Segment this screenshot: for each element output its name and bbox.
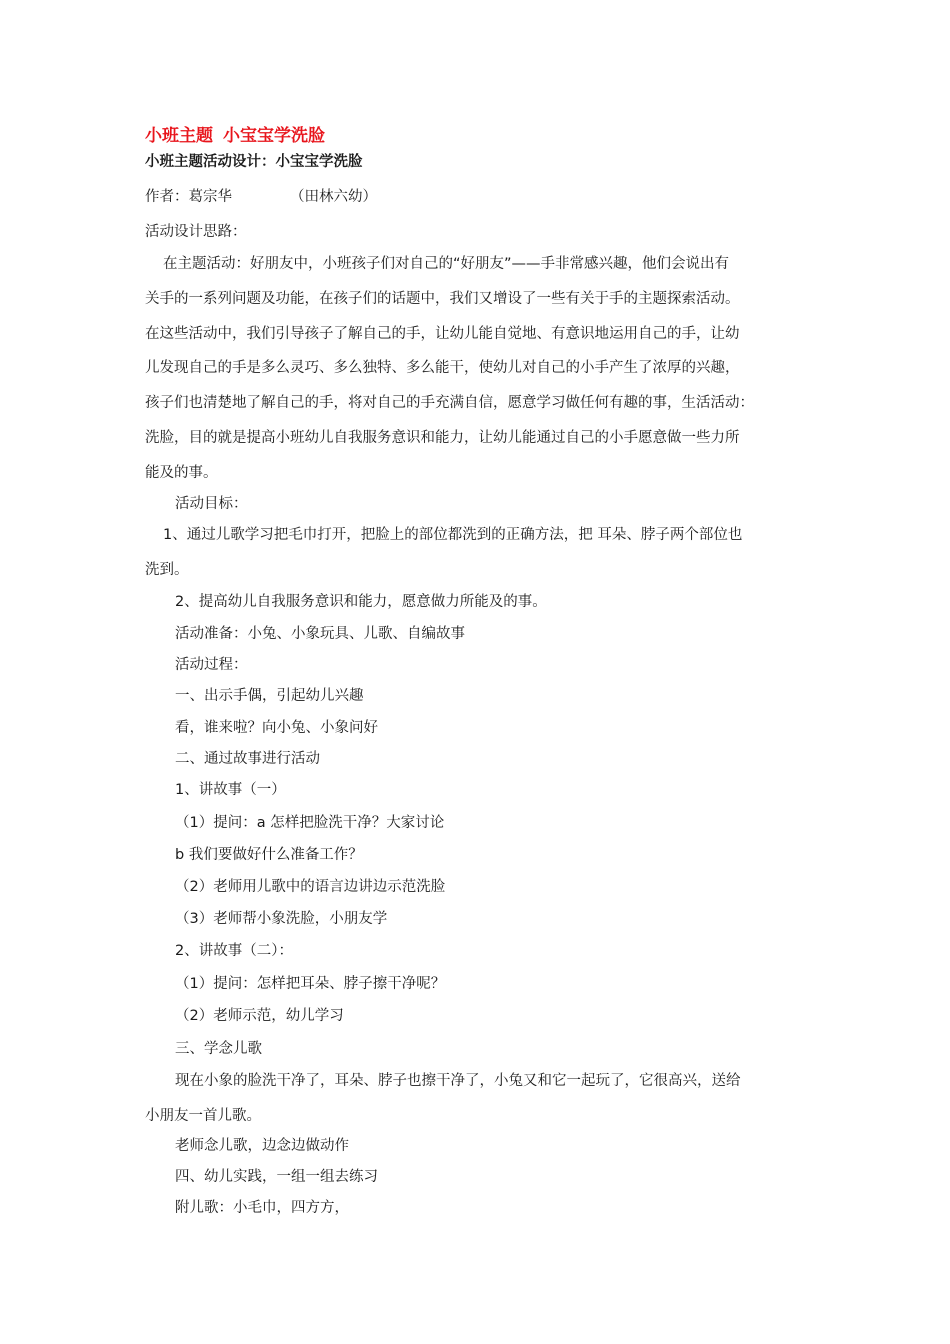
title-part-2: 小宝宝学洗脸	[223, 126, 325, 146]
step3-teacher: 老师念儿歌，边念边做动作	[175, 1138, 349, 1154]
para1-line-3: 在这些活动中，我们引导孩子了解自己的手，让幼儿能自觉地、有意识地运用自己的手，让幼	[145, 326, 740, 342]
story2-q1: （1）提问：怎样把耳朵、脖子擦干净呢？	[175, 976, 446, 992]
goal-label: 活动目标：	[175, 496, 248, 512]
prep: 活动准备：小兔、小象玩具、儿歌、自编故事	[175, 626, 465, 642]
story1-q1b: b 我们要做好什么准备工作？	[175, 847, 363, 863]
step4: 四、幼儿实践，一组一组去练习	[175, 1169, 378, 1185]
story2: 2、讲故事（二）：	[175, 943, 293, 959]
title-part-1: 小班主题	[145, 126, 213, 146]
para1-line-2: 关手的一系列问题及功能，在孩子们的话题中，我们又增设了一些有关于手的主题探索活动。	[145, 291, 740, 307]
design-label: 活动设计思路：	[145, 224, 247, 240]
step1-text: 看，谁来啦？向小兔、小象问好	[175, 720, 378, 736]
story1-q2: （2）老师用儿歌中的语言边讲边示范洗脸	[175, 879, 446, 895]
para1-line-4: 儿发现自己的手是多么灵巧、多么独特、多么能干，使幼儿对自己的小手产生了浓厚的兴趣，	[145, 360, 740, 376]
goal1-line-2: 洗到。	[145, 562, 189, 578]
step2: 二、通过故事进行活动	[175, 751, 320, 767]
document-title	[145, 125, 325, 147]
step1: 一、出示手偶，引起幼儿兴趣	[175, 688, 364, 704]
story1-q3: （3）老师帮小象洗脸，小朋友学	[175, 911, 388, 927]
author-line	[145, 187, 377, 207]
process-label: 活动过程：	[175, 657, 248, 673]
story1-q1: （1）提问：a 怎样把脸洗干净？大家讨论	[175, 815, 445, 831]
document-subtitle: 小班主题活动设计：小宝宝学洗脸	[145, 154, 363, 170]
step3-line-2: 小朋友一首儿歌。	[145, 1108, 261, 1124]
step3: 三、学念儿歌	[175, 1041, 262, 1057]
goal1-line-1: 1、通过儿歌学习把毛巾打开，把脸上的部位都洗到的正确方法，把 耳朵、脖子两个部位也	[163, 527, 743, 543]
goal2: 2、提高幼儿自我服务意识和能力，愿意做力所能及的事。	[175, 594, 547, 610]
story2-q2: （2）老师示范，幼儿学习	[175, 1008, 344, 1024]
appendix: 附儿歌：小毛巾，四方方，	[175, 1200, 349, 1216]
para1-line-6: 洗脸，目的就是提高小班幼儿自我服务意识和能力，让幼儿能通过自己的小手愿意做一些力所	[145, 430, 740, 446]
author-name: 作者：葛宗华	[145, 189, 232, 205]
step3-line-1: 现在小象的脸洗干净了，耳朵、脖子也擦干净了，小兔又和它一起玩了，它很高兴，送给	[175, 1073, 741, 1089]
para1-line-7: 能及的事。	[145, 465, 218, 481]
story1: 1、讲故事（一）	[175, 782, 286, 798]
para1-line-5: 孩子们也清楚地了解自己的手，将对自己的手充满自信，愿意学习做任何有趣的事，生活活动：	[145, 395, 754, 411]
para1-line-1: 在主题活动：好朋友中，小班孩子们对自己的“好朋友”——手非常感兴趣，他们会说出有	[163, 256, 730, 272]
author-school: （田林六幼）	[290, 189, 377, 205]
